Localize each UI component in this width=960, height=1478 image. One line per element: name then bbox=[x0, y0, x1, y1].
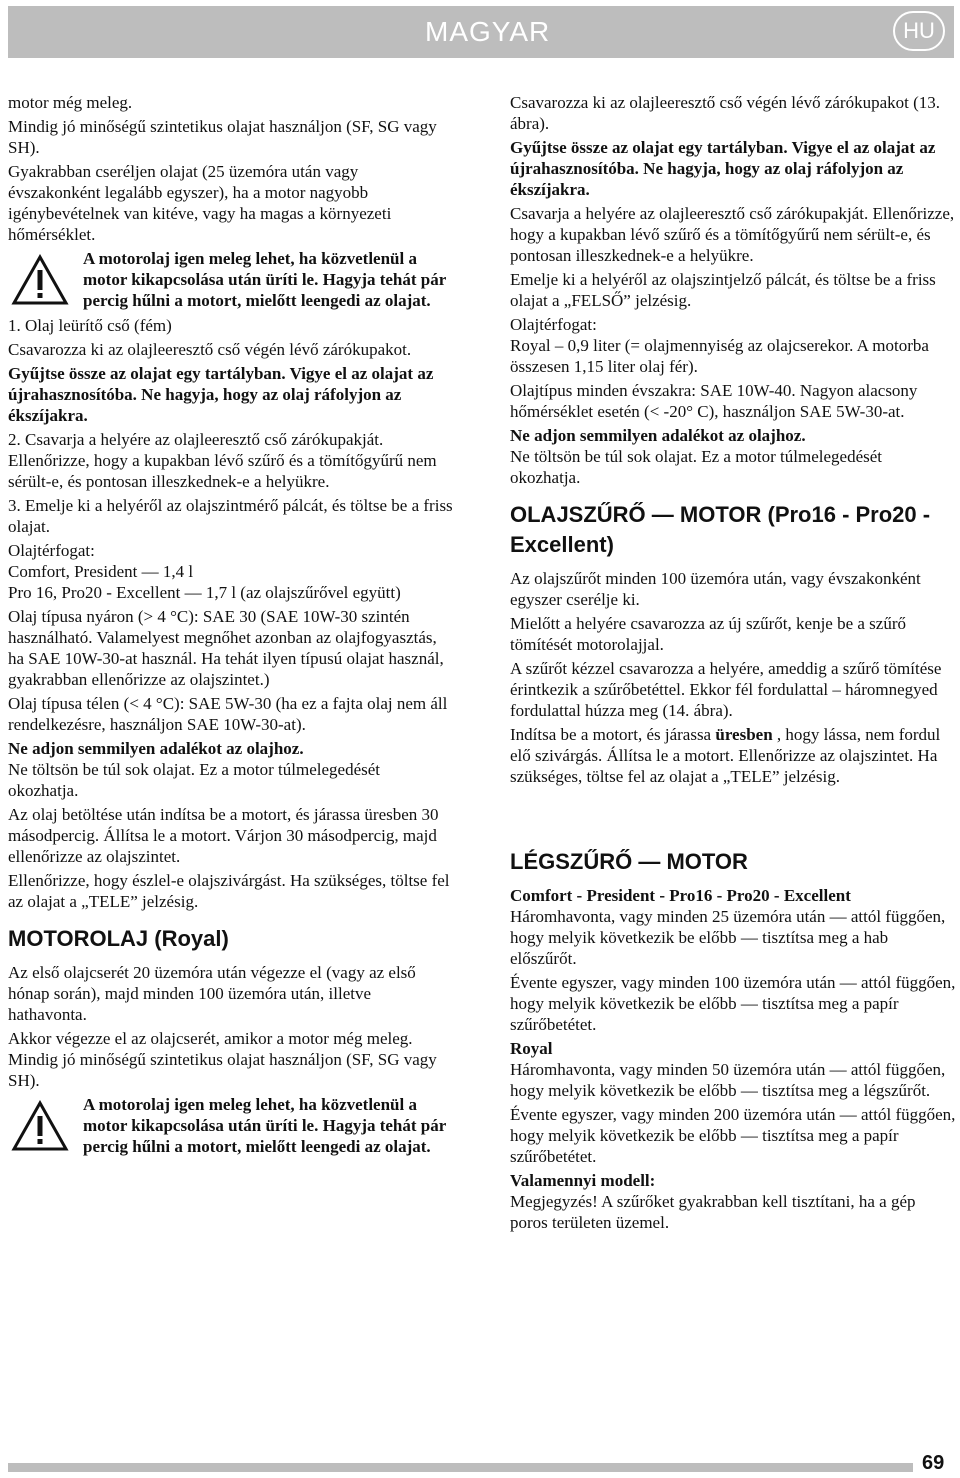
subheading-models: Comfort - President - Pro16 - Pro20 - Excellent bbox=[510, 886, 851, 905]
paragraph: Évente egyszer, vagy minden 100 üzemóra után — attól függően, hogy melyik következik be előbb — tisztítsa meg a papír szűrőbetétet. bbox=[510, 973, 956, 1034]
paragraph: Csavarozza ki az olajleeresztő cső végén lévő zárókupakot. bbox=[8, 340, 412, 359]
section-title: 1. Olaj leürítő cső (fém) bbox=[8, 316, 172, 335]
warning-text: A motorolaj igen meleg lehet, ha közvetlenül a motor kikapcsolása után üríti le. Hagyja tehát pár percig hűlni a motort, mielőtt leengedi az olajat. bbox=[83, 1095, 446, 1156]
capacity-label: Olajtérfogat: bbox=[510, 315, 597, 334]
paragraph: Royal – 0,9 liter (= olajmennyiség az olajcserekor. A motorba összesen 1,15 liter olaj fér). bbox=[510, 336, 929, 376]
section-heading-royal-oil: MOTOROLAJ (Royal) bbox=[8, 926, 229, 951]
language-badge: HU bbox=[893, 11, 945, 51]
paragraph: Olajtípus minden évszakra: SAE 10W-40. Nagyon alacsony hőmérséklet esetén (< -20° C), használjon SAE 5W-30-at. bbox=[510, 381, 918, 421]
paragraph: Ne töltsön be túl sok olajat. Ez a motor túlmelegedését okozhatja. bbox=[8, 760, 381, 800]
paragraph: Gyakrabban cseréljen olajat (25 üzemóra után vagy évszakonként legalább egyszer), ha a motor nagyobb igénybevételnek van kitéve, vagy ha magas a környezeti hőmérséklet. bbox=[8, 162, 392, 244]
text-run: , hogy lássa, nem fordul elő szivárgás. Állítsa le a motort. Ellenőrizze az olajszintet. Ha szükséges, töltse fel az olajat a „TELE” jelzésig. bbox=[510, 725, 941, 786]
page-number: 69 bbox=[922, 1452, 945, 1474]
paragraph: A szűrőt kézzel csavarozza a helyére, ameddig a szűrő tömítése érintkezik a szűrőbetéttel. Ekkor fél fordulattal – háromnegyed fordulattal húzza meg (14. ábra). bbox=[510, 659, 942, 720]
capacity-line: Pro 16, Pro20 - Excellent — 1,7 l (az olajszűrővel együtt) bbox=[8, 583, 401, 602]
capacity-line: Comfort, President — 1,4 l bbox=[8, 562, 194, 581]
paragraph bbox=[510, 724, 956, 787]
paragraph: Háromhavonta, vagy minden 25 üzemóra után — attól függően, hogy melyik következik be előbb — tisztítsa meg a hab előszűrőt. bbox=[510, 907, 946, 968]
capacity-label: Olajtérfogat: bbox=[8, 541, 95, 560]
bold-paragraph: Gyűjtse össze az olajat egy tartályban. Vigye el az olajat az újrahasznosítóba. Ne hagyja, hogy az olaj ráfolyjon az ékszíjakra. bbox=[510, 138, 936, 199]
paragraph: Mielőtt a helyére csavarozza az új szűrőt, kenje be a szűrő tömítését motorolajjal. bbox=[510, 614, 907, 654]
section-heading-oil-filter: OLAJSZŰRŐ — MOTOR (Pro16 - Pro20 - Excellent) bbox=[510, 502, 931, 557]
subheading-all-models: Valamennyi modell: bbox=[510, 1171, 656, 1190]
paragraph: Háromhavonta, vagy minden 50 üzemóra után — attól függően, hogy melyik következik be előbb — tisztítsa meg a légszűrőt. bbox=[510, 1060, 946, 1100]
paragraph: Olaj típusa télen (< 4 °C): SAE 5W-30 (ha ez a fajta olaj nem áll rendelkezésre, használjon SAE 10W-30-at). bbox=[8, 694, 448, 734]
paragraph: Mindig jó minőségű szintetikus olajat használjon (SF, SG vagy SH). bbox=[8, 117, 437, 157]
warning-triangle-icon bbox=[11, 1100, 69, 1152]
paragraph: Ne töltsön be túl sok olajat. Ez a motor túlmelegedését okozhatja. bbox=[510, 447, 883, 487]
text-run: Indítsa be a motort, és járassa bbox=[510, 725, 716, 744]
subheading-royal: Royal bbox=[510, 1039, 553, 1058]
warning-triangle-icon bbox=[11, 254, 69, 306]
paragraph: Évente egyszer, vagy minden 200 üzemóra után — attól függően, hogy melyik következik be előbb — tisztítsa meg a papír szűrőbetétet. bbox=[510, 1105, 956, 1166]
paragraph: Olaj típusa nyáron (> 4 °C): SAE 30 (SAE 10W-30 szintén használható. Valamelyest megnőhet azonban az olajfogyasztás, ha SAE 10W-30-at használ. Ha tehát ilyen típusú olajat használ, gyakrabban ellenőrizze az olajszintet.) bbox=[8, 607, 444, 689]
paragraph: Megjegyzés! A szűrőket gyakrabban kell tisztítani, ha a gép poros területen üzemel. bbox=[510, 1192, 916, 1232]
footer-bar bbox=[8, 1463, 913, 1472]
language-title: MAGYAR bbox=[425, 16, 551, 47]
bold-paragraph: Ne adjon semmilyen adalékot az olajhoz. bbox=[8, 739, 304, 758]
paragraph: Az olaj betöltése után indítsa be a motort, és járassa üresben 30 másodpercig. Állítsa le a motort. Várjon 30 másodpercig, majd ellenőrizze az olajszintet. bbox=[8, 805, 439, 866]
paragraph: motor még meleg. bbox=[8, 93, 133, 112]
page-header bbox=[8, 6, 954, 58]
paragraph: Akkor végezze el az olajcserét, amikor a motor még meleg. Mindig jó minőségű szintetikus olajat használjon (SF, SG vagy SH). bbox=[8, 1029, 437, 1090]
left-column bbox=[8, 92, 454, 1161]
paragraph: Az olajszűrőt minden 100 üzemóra után, vagy évszakonként egyszer cserélje ki. bbox=[510, 569, 921, 609]
warning-block bbox=[8, 248, 454, 311]
bold-paragraph: Ne adjon semmilyen adalékot az olajhoz. bbox=[510, 426, 806, 445]
right-column bbox=[510, 92, 956, 1236]
emphasis-text: üresben bbox=[715, 725, 773, 744]
section-heading-air-filter: LÉGSZŰRŐ — MOTOR bbox=[510, 849, 748, 874]
paragraph: Emelje ki a helyéről az olajszintjelző pálcát, és töltse be a friss olajat a „FELSŐ” jelzésig. bbox=[510, 270, 936, 310]
paragraph: Az első olajcserét 20 üzemóra után végezze el (vagy az első hónap során), majd minden 100 üzemóra után, illetve hathavonta. bbox=[8, 963, 416, 1024]
paragraph: Ellenőrizze, hogy észlel-e olajszivárgást. Ha szükséges, töltse fel az olajat a „TELE” jelzésig. bbox=[8, 871, 450, 911]
paragraph: 2. Csavarja a helyére az olajleeresztő cső zárókupakját. Ellenőrizze, hogy a kupakban lévő szűrő és a tömítőgyűrű nem sérült-e, és pontosan illeszkednek-e a helyükre. bbox=[8, 430, 437, 491]
paragraph: 3. Emelje ki a helyéről az olajszintmérő pálcát, és töltse be a friss olajat. bbox=[8, 496, 453, 536]
paragraph: Csavarozza ki az olajleeresztő cső végén lévő zárókupakot (13. ábra). bbox=[510, 93, 941, 133]
warning-block bbox=[8, 1094, 454, 1157]
paragraph: Csavarja a helyére az olajleeresztő cső zárókupakját. Ellenőrizze, hogy a kupakban lévő szűrő és a tömítőgyűrű nem sérült-e, és pontosan illeszkednek-e a helyükre. bbox=[510, 204, 955, 265]
warning-text: A motorolaj igen meleg lehet, ha közvetlenül a motor kikapcsolása után üríti le. Hagyja tehát pár percig hűlni a motort, mielőtt leengedi az olajat. bbox=[83, 249, 446, 310]
bold-paragraph: Gyűjtse össze az olajat egy tartályban. Vigye el az olajat az újrahasznosítóba. Ne hagyja, hogy az olaj ráfolyjon az ékszíjakra. bbox=[8, 364, 434, 425]
